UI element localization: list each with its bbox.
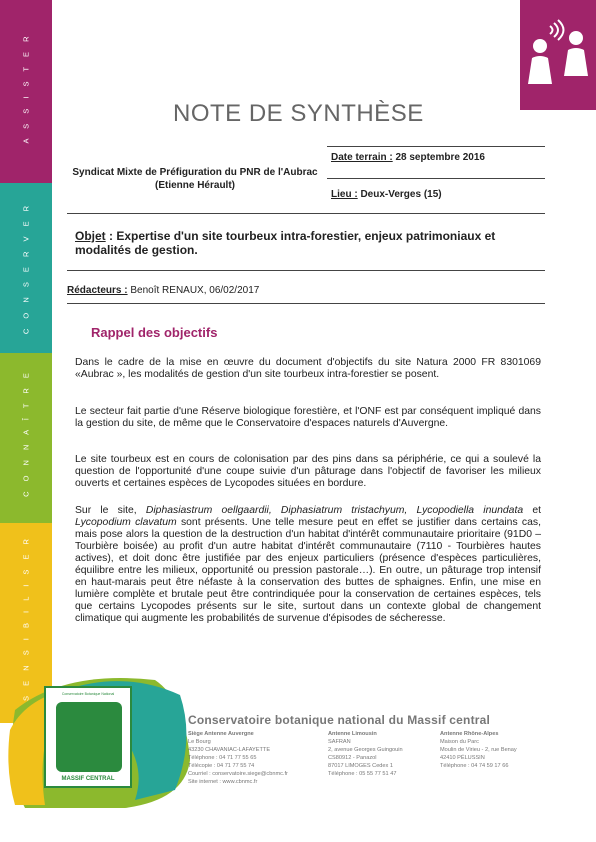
organisation-name: Syndicat Mixte de Préfiguration du PNR de l'Aubrac (Etienne Hérault)	[72, 167, 318, 191]
p4-species-1: Diphasiastrum oellgaardii, Diphasiatrum tristachyum, Lycopodiella inundata	[145, 505, 524, 516]
addr2-line: 2, avenue Georges Guingouin	[328, 747, 403, 753]
paragraph-3: Le site tourbeux est en cours de colonisation par des pins dans sa périphérie, ce qui a soulevé la question de l'opportunité d'une coupe suivie d'un pâturage dans l'objectif de favoriser les milieux ouverts et certaines espèces de Lycopodes situées en bordure.	[75, 454, 541, 489]
logo-text: MASSIF CENTRAL	[61, 776, 115, 782]
addr1-line: Télécopie : 04 71 77 55 74	[188, 763, 255, 769]
date-value: 28 septembre 2016	[392, 152, 485, 163]
band-label-sensibiliser: S E N S I B I L I S E R	[21, 535, 31, 701]
leaf-icon	[56, 702, 122, 772]
header-divider	[327, 146, 545, 147]
band-connaitre	[0, 353, 52, 523]
date-label: Date terrain :	[331, 152, 393, 163]
logo-header: Conservatoire Botanique National	[61, 692, 115, 696]
addr3-line: Téléphone : 04 74 59 17 66	[440, 763, 509, 769]
paragraph-4	[75, 505, 541, 625]
place-label: Lieu :	[331, 189, 358, 200]
footer-org-name: Conservatoire botanique national du Massif central	[188, 713, 491, 727]
redacteurs-line	[67, 285, 259, 296]
addr2-line: 87017 LIMOGES Cedex 1	[328, 763, 393, 769]
band-label-assister: A S S I S T E R	[21, 32, 31, 144]
band-conserver	[0, 183, 52, 353]
addr1-line: Téléphone : 04 71 77 55 65	[188, 755, 257, 761]
p4-start: Sur le site,	[75, 505, 146, 516]
section-title: Rappel des objectifs	[91, 325, 218, 340]
paragraph-2: Le secteur fait partie d'une Réserve biologique forestière, et l'ONF est par conséquent impliqué dans la gestion du site, de même que le Conservatoire d'espaces naturels d'Auvergne.	[75, 406, 541, 429]
addr2-line: CS80912 - Panazol	[328, 755, 377, 761]
addr2-line: Téléphone : 05 55 77 51 47	[328, 771, 397, 777]
date-field	[331, 152, 485, 163]
page-title: NOTE DE SYNTHÈSE	[173, 100, 424, 127]
addr1-line: Le Bourg	[188, 739, 211, 745]
date-divider	[327, 178, 545, 179]
redacteurs-value: Benoît RENAUX, 06/02/2017	[127, 285, 260, 296]
object-divider	[67, 270, 545, 271]
addr1-line: Site internet : www.cbnmc.fr	[188, 779, 258, 785]
footer-address-auvergne	[188, 730, 328, 786]
p4-species-2: Lycopodium clavatum	[75, 517, 177, 528]
addr1-head: Siège Antenne Auvergne	[188, 731, 254, 737]
object-label: Objet	[75, 229, 106, 243]
header-bottom-divider	[67, 213, 545, 214]
object-block	[75, 229, 545, 257]
cbn-logo	[44, 686, 132, 788]
addr2-line: SAFRAN	[328, 739, 351, 745]
addr3-line: Moulin de Virieu - 2, rue Benay	[440, 747, 517, 753]
addr2-head: Antenne Limousin	[328, 731, 377, 737]
redacteurs-divider	[67, 303, 545, 304]
place-field	[331, 189, 442, 200]
band-label-conserver: C O N S E R V E R	[21, 201, 31, 335]
p4-and: et	[523, 505, 541, 516]
object-text: : Expertise d'un site tourbeux intra-forestier, enjeux patrimoniaux et modalités de gestion.	[75, 229, 496, 257]
p4-rest: sont présents. Une telle mesure peut en effet se justifier dans certains cas, mais pose alors la question de la destruction d'un habitat d'intérêt communautaire prioritaire (91D0 – Tourbière boisée) au profit d'un autre habitat d'intérêt communautaire (7110 - Tourbières hautes actives), et doit donc être justifiée par des enjeux particuliers (présence d'espèces particulières, équilibre entre les milieux, opportunité ou pression pastorale…). En outre, un pâturage trop intensif en haut-marais peut être néfaste à la conservation des buttes de sphaignes. Enfin, une mise en lumière complète et brutale peut être contrindiquée pour la conservation de certaines espèces, tels que certains Lycopodes présents sur le site, surtout dans un contexte global de changement climatique qui augmente les probabilités de survenue d'épisodes de sécheresse.	[75, 517, 541, 624]
addr3-line: Maison du Parc	[440, 739, 479, 745]
people-talking-icon	[520, 0, 596, 110]
addr3-head: Antenne Rhône-Alpes	[440, 731, 499, 737]
addr3-line: 42410 PÉLUSSIN	[440, 755, 485, 761]
redacteurs-label: Rédacteurs :	[67, 285, 128, 296]
band-assister	[0, 0, 52, 183]
footer-address-rhone-alpes	[440, 730, 570, 770]
band-label-connaitre: C O N N A Î T R E	[21, 369, 31, 497]
addr1-line: 43230 CHAVANIAC-LAFAYETTE	[188, 747, 271, 753]
footer-address-limousin	[328, 730, 438, 778]
addr1-line: Courriel : conservatoire.siege@cbnmc.fr	[188, 771, 288, 777]
paragraph-1: Dans le cadre de la mise en œuvre du document d'objectifs du site Natura 2000 FR 8301069 «Aubrac », les modalités de gestion d'un site tourbeux intra-forestier se posent.	[75, 357, 541, 380]
corner-block	[520, 0, 596, 110]
place-value: Deux-Verges (15)	[357, 189, 442, 200]
